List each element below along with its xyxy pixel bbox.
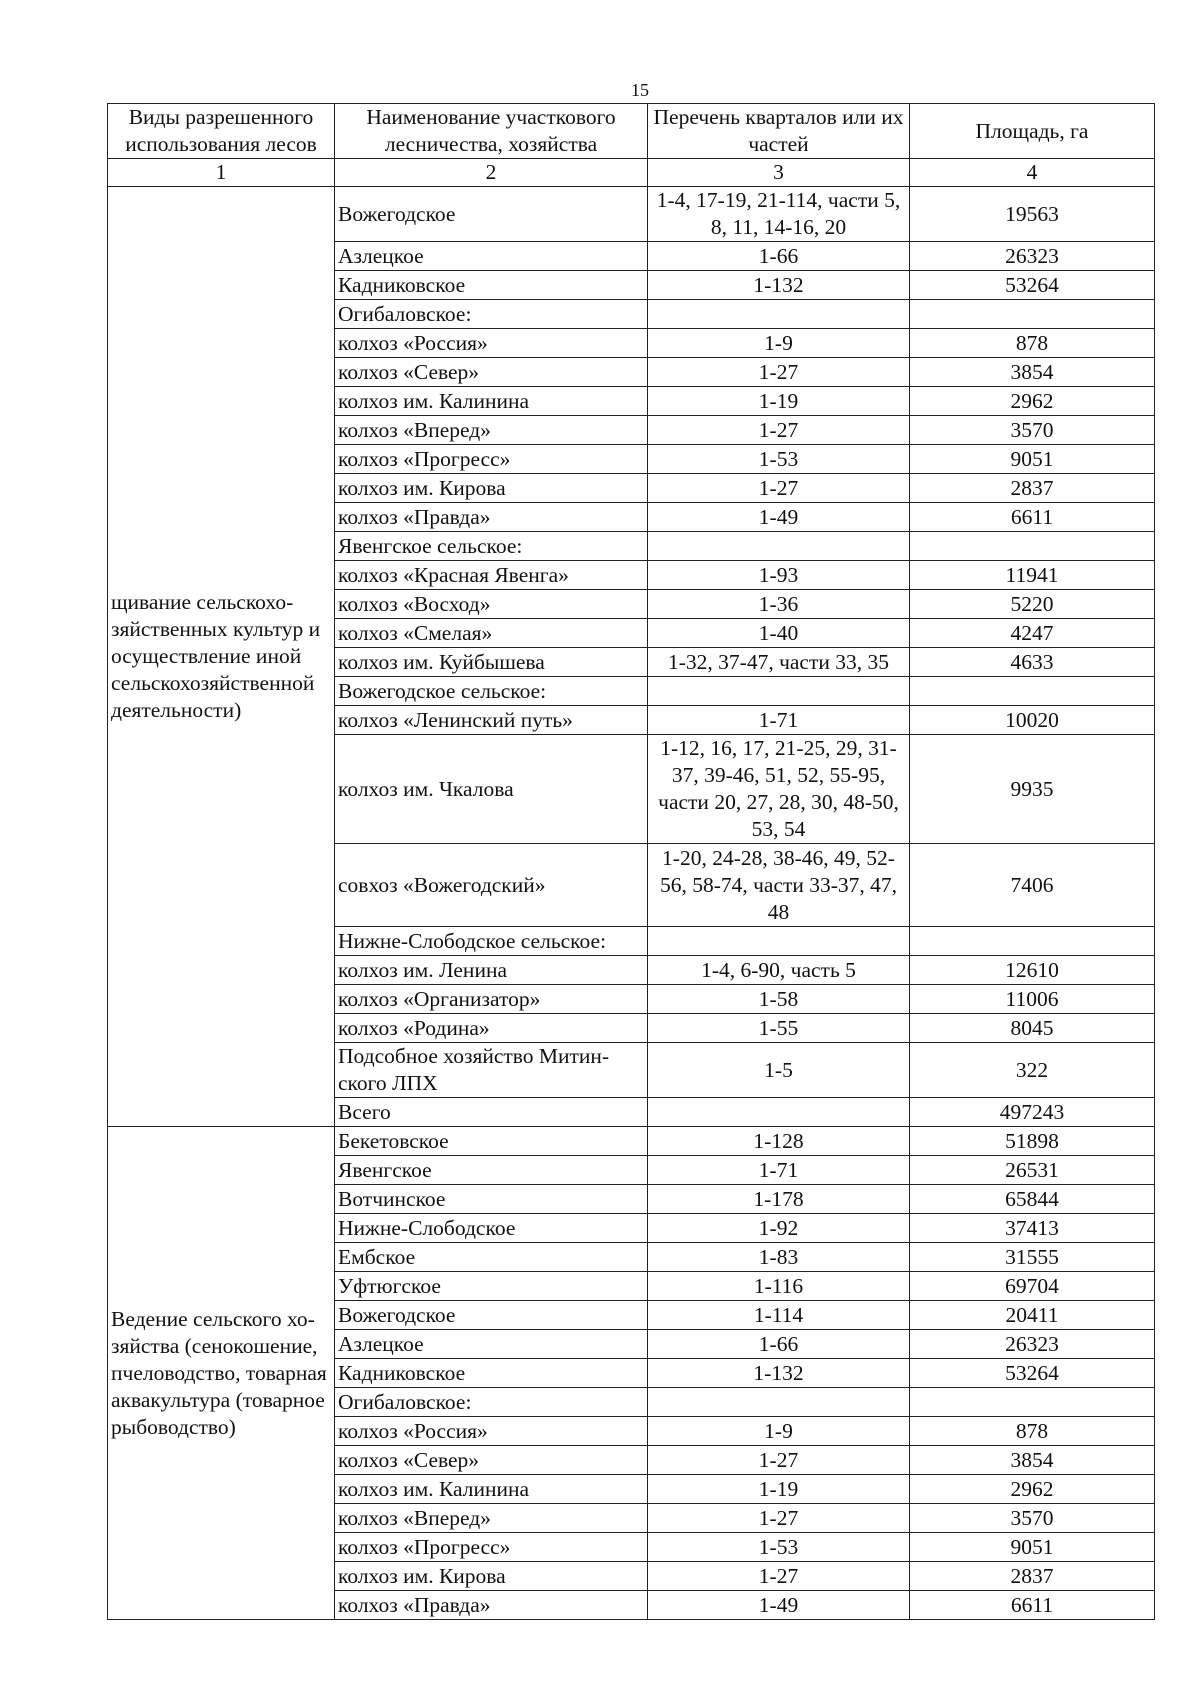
quarters-cell: 1-71 xyxy=(648,1156,910,1185)
area-cell: 6611 xyxy=(910,503,1155,532)
area-cell: 26323 xyxy=(910,1330,1155,1359)
quarters-cell: 1-53 xyxy=(648,1533,910,1562)
forestry-name-cell: Явенгское xyxy=(335,1156,648,1185)
area-cell: 26531 xyxy=(910,1156,1155,1185)
quarters-cell: 1-49 xyxy=(648,1591,910,1620)
area-cell: 31555 xyxy=(910,1243,1155,1272)
quarters-cell: 1-27 xyxy=(648,416,910,445)
quarters-cell: 1-53 xyxy=(648,445,910,474)
area-cell: 8045 xyxy=(910,1014,1155,1043)
forestry-name-cell: совхоз «Вожегодский» xyxy=(335,844,648,927)
area-cell: 37413 xyxy=(910,1214,1155,1243)
quarters-cell: 1-20, 24-28, 38-46, 49, 52-56, 58-74, части 33-37, 47, 48 xyxy=(648,844,910,927)
area-cell: 2837 xyxy=(910,474,1155,503)
quarters-cell: 1-116 xyxy=(648,1272,910,1301)
forestry-name-cell: Кадниковское xyxy=(335,271,648,300)
table-body xyxy=(108,187,1155,1620)
forestry-name-cell: Азлецкое xyxy=(335,1330,648,1359)
forestry-name-cell: Азлецкое xyxy=(335,242,648,271)
area-cell: 5220 xyxy=(910,590,1155,619)
area-cell: 9051 xyxy=(910,1533,1155,1562)
quarters-cell: 1-9 xyxy=(648,1417,910,1446)
area-cell: 11941 xyxy=(910,561,1155,590)
header-quarters: Перечень кварталов или их частей xyxy=(648,104,910,159)
forestry-name-cell: Нижне-Слободское сельское: xyxy=(335,927,648,956)
area-cell: 3570 xyxy=(910,416,1155,445)
quarters-cell: 1-12, 16, 17, 21-25, 29, 31-37, 39-46, 51, 52, 55-95, части 20, 27, 28, 30, 48-50, 53, 54 xyxy=(648,735,910,844)
quarters-cell xyxy=(648,300,910,329)
column-number: 2 xyxy=(335,159,648,187)
quarters-cell xyxy=(648,1098,910,1127)
forestry-name-cell: колхоз «Север» xyxy=(335,358,648,387)
forestry-name-cell: колхоз «Север» xyxy=(335,1446,648,1475)
quarters-cell: 1-19 xyxy=(648,387,910,416)
quarters-cell: 1-27 xyxy=(648,1446,910,1475)
area-cell: 878 xyxy=(910,1417,1155,1446)
forestry-name-cell: колхоз им. Кирова xyxy=(335,1562,648,1591)
quarters-cell: 1-132 xyxy=(648,1359,910,1388)
forestry-name-cell: колхоз «Родина» xyxy=(335,1014,648,1043)
area-cell: 11006 xyxy=(910,985,1155,1014)
use-type-cell: щивание сельскохо-зяйственных культур и осуществление иной сельскохозяйственной деятельности) xyxy=(108,187,335,1127)
area-cell: 4633 xyxy=(910,648,1155,677)
area-cell: 497243 xyxy=(910,1098,1155,1127)
quarters-cell: 1-27 xyxy=(648,474,910,503)
area-cell: 65844 xyxy=(910,1185,1155,1214)
table-row xyxy=(108,187,1155,242)
quarters-cell: 1-132 xyxy=(648,271,910,300)
forestry-name-cell: колхоз «Правда» xyxy=(335,503,648,532)
quarters-cell xyxy=(648,677,910,706)
area-cell xyxy=(910,300,1155,329)
quarters-cell: 1-93 xyxy=(648,561,910,590)
header-use: Виды разрешенного использования лесов xyxy=(108,104,335,159)
forestry-name-cell: Огибаловское: xyxy=(335,300,648,329)
area-cell: 19563 xyxy=(910,187,1155,242)
forestry-name-cell: колхоз им. Чкалова xyxy=(335,735,648,844)
area-cell: 10020 xyxy=(910,706,1155,735)
area-cell: 51898 xyxy=(910,1127,1155,1156)
area-cell: 2837 xyxy=(910,1562,1155,1591)
quarters-cell: 1-27 xyxy=(648,358,910,387)
forestry-name-cell: Ембское xyxy=(335,1243,648,1272)
quarters-cell: 1-128 xyxy=(648,1127,910,1156)
column-number: 1 xyxy=(108,159,335,187)
quarters-cell: 1-66 xyxy=(648,242,910,271)
quarters-cell: 1-4, 17-19, 21-114, части 5, 8, 11, 14-16, 20 xyxy=(648,187,910,242)
quarters-cell: 1-71 xyxy=(648,706,910,735)
area-cell xyxy=(910,927,1155,956)
forestry-name-cell: Подсобное хозяйство Митин-ского ЛПХ xyxy=(335,1043,648,1098)
forestry-name-cell: колхоз им. Калинина xyxy=(335,1475,648,1504)
area-cell: 69704 xyxy=(910,1272,1155,1301)
area-cell xyxy=(910,1388,1155,1417)
forestry-name-cell: Вожегодское xyxy=(335,187,648,242)
forestry-name-cell: Кадниковское xyxy=(335,1359,648,1388)
forestry-name-cell: колхоз им. Ленина xyxy=(335,956,648,985)
area-cell: 26323 xyxy=(910,242,1155,271)
quarters-cell: 1-40 xyxy=(648,619,910,648)
area-cell: 3854 xyxy=(910,358,1155,387)
forestry-name-cell: Вотчинское xyxy=(335,1185,648,1214)
forestry-name-cell: колхоз им. Калинина xyxy=(335,387,648,416)
header-area: Площадь, га xyxy=(910,104,1155,159)
area-cell: 3854 xyxy=(910,1446,1155,1475)
area-cell: 20411 xyxy=(910,1301,1155,1330)
quarters-cell: 1-19 xyxy=(648,1475,910,1504)
area-cell: 3570 xyxy=(910,1504,1155,1533)
area-cell: 878 xyxy=(910,329,1155,358)
forestry-name-cell: колхоз им. Кирова xyxy=(335,474,648,503)
column-number: 4 xyxy=(910,159,1155,187)
area-cell xyxy=(910,677,1155,706)
quarters-cell: 1-83 xyxy=(648,1243,910,1272)
forestry-name-cell: Явенгское сельское: xyxy=(335,532,648,561)
forestry-name-cell: колхоз «Прогресс» xyxy=(335,1533,648,1562)
forestry-name-cell: колхоз им. Куйбышева xyxy=(335,648,648,677)
forestry-name-cell: Всего xyxy=(335,1098,648,1127)
forestry-name-cell: Вожегодское сельское: xyxy=(335,677,648,706)
page-number: 15 xyxy=(631,80,649,100)
forestry-name-cell: колхоз «Прогресс» xyxy=(335,445,648,474)
area-cell: 7406 xyxy=(910,844,1155,927)
forestry-name-cell: Огибаловское: xyxy=(335,1388,648,1417)
quarters-cell: 1-32, 37-47, части 33, 35 xyxy=(648,648,910,677)
forestry-name-cell: колхоз «Вперед» xyxy=(335,416,648,445)
quarters-cell: 1-4, 6-90, часть 5 xyxy=(648,956,910,985)
area-cell: 4247 xyxy=(910,619,1155,648)
quarters-cell: 1-92 xyxy=(648,1214,910,1243)
column-number: 3 xyxy=(648,159,910,187)
forestry-name-cell: колхоз «Вперед» xyxy=(335,1504,648,1533)
area-cell: 9051 xyxy=(910,445,1155,474)
quarters-cell: 1-9 xyxy=(648,329,910,358)
area-cell: 53264 xyxy=(910,1359,1155,1388)
quarters-cell: 1-58 xyxy=(648,985,910,1014)
quarters-cell: 1-178 xyxy=(648,1185,910,1214)
quarters-cell: 1-27 xyxy=(648,1504,910,1533)
quarters-cell xyxy=(648,927,910,956)
forestry-name-cell: колхоз «Правда» xyxy=(335,1591,648,1620)
forestry-name-cell: колхоз «Организатор» xyxy=(335,985,648,1014)
quarters-cell xyxy=(648,1388,910,1417)
forestry-name-cell: колхоз «Ленинский путь» xyxy=(335,706,648,735)
area-cell: 6611 xyxy=(910,1591,1155,1620)
forestry-name-cell: Бекетовское xyxy=(335,1127,648,1156)
area-cell xyxy=(910,532,1155,561)
forestry-name-cell: Уфтюгское xyxy=(335,1272,648,1301)
use-type-cell: Ведение сельского хо-зяйства (сенокошение, пчеловодство, товарная аквакультура (товарное рыбоводство) xyxy=(108,1127,335,1620)
forestry-name-cell: колхоз «Восход» xyxy=(335,590,648,619)
area-cell: 53264 xyxy=(910,271,1155,300)
forestry-name-cell: колхоз «Россия» xyxy=(335,329,648,358)
quarters-cell: 1-55 xyxy=(648,1014,910,1043)
quarters-cell xyxy=(648,532,910,561)
forest-use-table xyxy=(107,103,1155,1620)
forestry-name-cell: Нижне-Слободское xyxy=(335,1214,648,1243)
forestry-name-cell: колхоз «Красная Явенга» xyxy=(335,561,648,590)
area-cell: 322 xyxy=(910,1043,1155,1098)
quarters-cell: 1-5 xyxy=(648,1043,910,1098)
header-name: Наименование участкового лесничества, хозяйства xyxy=(335,104,648,159)
area-cell: 12610 xyxy=(910,956,1155,985)
forestry-name-cell: колхоз «Россия» xyxy=(335,1417,648,1446)
forestry-name-cell: Вожегодское xyxy=(335,1301,648,1330)
forestry-name-cell: колхоз «Смелая» xyxy=(335,619,648,648)
area-cell: 2962 xyxy=(910,1475,1155,1504)
area-cell: 2962 xyxy=(910,387,1155,416)
quarters-cell: 1-36 xyxy=(648,590,910,619)
quarters-cell: 1-66 xyxy=(648,1330,910,1359)
table-row xyxy=(108,1127,1155,1156)
quarters-cell: 1-49 xyxy=(648,503,910,532)
area-cell: 9935 xyxy=(910,735,1155,844)
quarters-cell: 1-27 xyxy=(648,1562,910,1591)
quarters-cell: 1-114 xyxy=(648,1301,910,1330)
